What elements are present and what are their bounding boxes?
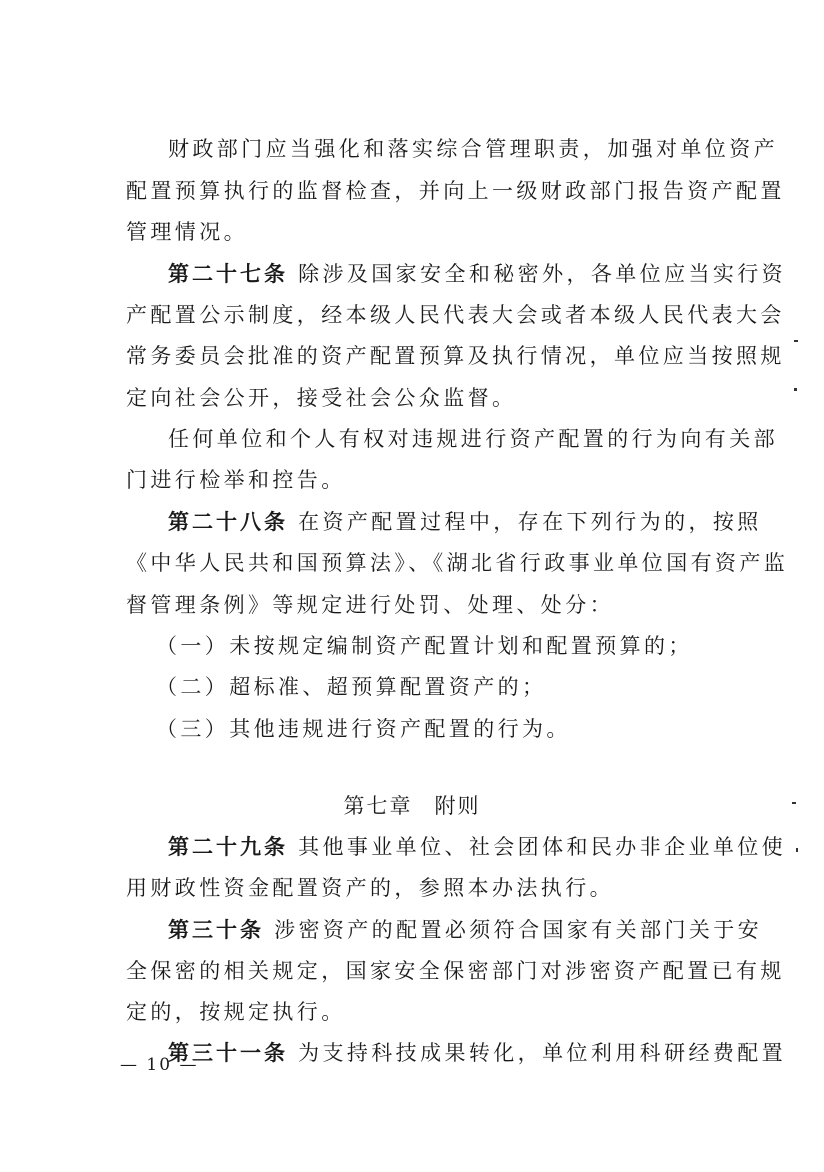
paragraph-line: 财政部门应当强化和落实综合管理职责，加强对单位资产 [168, 137, 778, 161]
paragraph-line: 门进行检举和控告。 [126, 468, 346, 492]
article-heading: 第三十一条 [168, 1040, 288, 1065]
paragraph-line: 全保密的相关规定，国家安全保密部门对涉密资产配置已有规 [126, 959, 785, 983]
paragraph-line: 用财政性资金配置资产的，参照本办法执行。 [126, 876, 614, 900]
paragraph-line: 配置预算执行的监督检查，并向上一级财政部门报告资产配置 [126, 179, 785, 203]
article-heading: 第二十九条 [168, 834, 288, 859]
list-item: （二）超标准、超预算配置资产的； [156, 675, 547, 699]
paragraph-line: 《中华人民共和国预算法》、《湖北省行政事业单位国有资产监 [126, 551, 789, 575]
scan-mark [792, 802, 796, 804]
chapter-title: 附则 [434, 794, 481, 818]
paragraph-line: 任何单位和个人有权对违规进行资产配置的行为向有关部 [168, 427, 778, 451]
article-heading: 第三十条 [168, 917, 264, 942]
scan-mark [794, 340, 798, 342]
article-heading: 第二十七条 [168, 261, 288, 286]
page-number: — 10 — [120, 1055, 199, 1075]
paragraph-line: 定的，按规定执行。 [126, 1000, 346, 1024]
paragraph-line: 常务委员会批准的资产配置预算及执行情况，单位应当按照规 [126, 344, 785, 368]
article-heading: 第二十八条 [168, 509, 288, 534]
chapter-heading [0, 791, 824, 821]
paragraph-line: 督管理条例》等规定进行处罚、处理、处分： [126, 593, 614, 617]
scan-mark [796, 848, 798, 852]
scan-mark [794, 388, 797, 391]
paragraph-line: 定向社会公开，接受社会公众监督。 [126, 386, 517, 410]
article-28-line: 第二十八条 在资产配置过程中，存在下列行为的，按照 [168, 509, 762, 534]
article-27-line: 第二十七条 除涉及国家安全和秘密外，各单位应当实行资 [168, 261, 787, 286]
chapter-number: 第七章 [343, 794, 413, 818]
article-29-line: 第二十九条 其他事业单位、社会团体和民办非企业单位使 [168, 834, 787, 859]
list-item: （一）未按规定编制资产配置计划和配置预算的； [156, 634, 693, 658]
article-30-line: 第三十条 涉密资产的配置必须符合国家有关部门关于安 [168, 917, 763, 942]
paragraph-line: 产配置公示制度，经本级人民代表大会或者本级人民代表大会 [126, 303, 785, 327]
paragraph-line: 管理情况。 [126, 220, 248, 244]
article-31-line: 第三十一条 为支持科技成果转化，单位利用科研经费配置 [168, 1040, 787, 1065]
list-item: （三）其他违规进行资产配置的行为。 [156, 717, 571, 741]
